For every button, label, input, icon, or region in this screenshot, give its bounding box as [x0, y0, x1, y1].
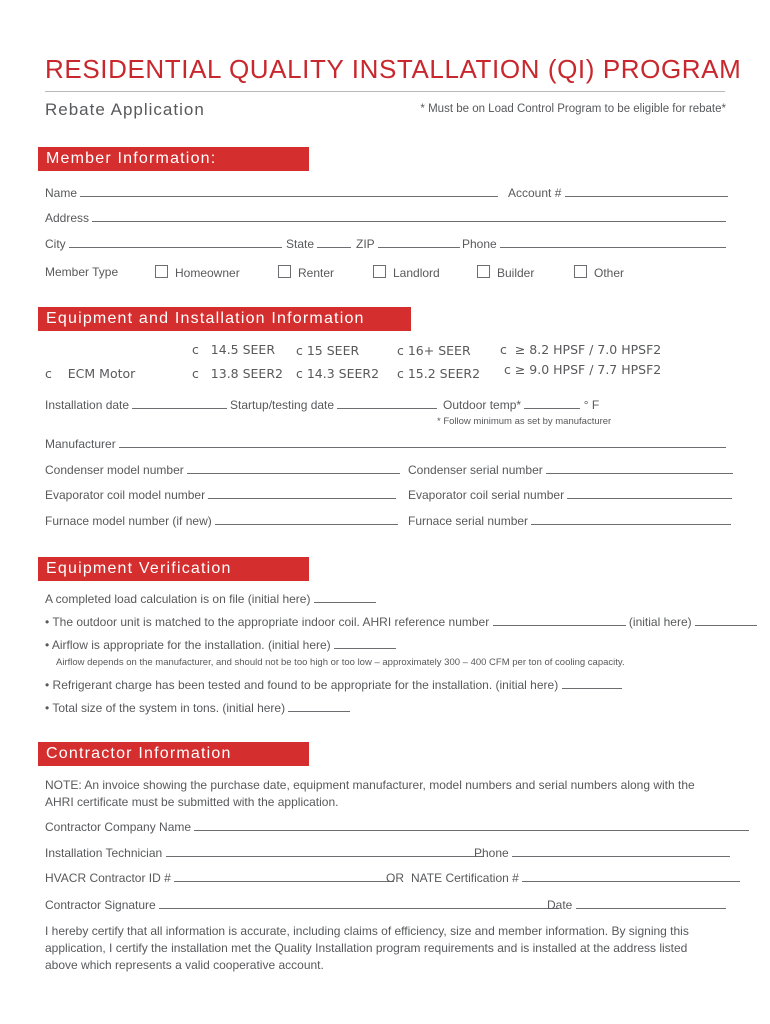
outdoor-match-initial-field[interactable] — [695, 615, 757, 626]
refrigerant-row — [45, 678, 622, 692]
degree-unit: ° F — [583, 398, 600, 412]
technician-field[interactable] — [166, 846, 484, 857]
outdoor-match-label: • The outdoor unit is matched to the appropriate indoor coil. AHRI reference number — [45, 615, 490, 629]
nate-label: NATE Certification # — [411, 871, 519, 885]
airflow-note: Airflow depends on the manufacturer, and should not be too high or too low – approximately 300 – 400 CFM per ton of cooling capacity. — [56, 657, 625, 668]
furnace-serial-field[interactable] — [531, 514, 731, 525]
total-size-label: • Total size of the system in tons. (initial here) — [45, 701, 286, 715]
condenser-model-label: Condenser model number — [45, 463, 184, 477]
city-field[interactable] — [69, 237, 282, 248]
page-subtitle: Rebate Application — [45, 100, 205, 119]
outdoor-match-row — [45, 615, 757, 629]
load-calc-initial-field[interactable] — [314, 592, 376, 603]
evap-model-field[interactable] — [208, 488, 396, 499]
install-date-field[interactable] — [132, 398, 227, 409]
condenser-serial-field[interactable] — [546, 463, 733, 474]
other-option[interactable]: Other — [574, 265, 624, 280]
landlord-option[interactable]: Landlord — [373, 265, 440, 280]
ahri-reference-field[interactable] — [493, 615, 626, 626]
name-label: Name — [45, 186, 78, 200]
technician-label: Installation Technician — [45, 846, 163, 860]
name-row — [45, 186, 498, 200]
member-phone-field[interactable] — [500, 237, 726, 248]
airflow-label: • Airflow is appropriate for the installation. (initial here) — [45, 638, 331, 652]
homeowner-option[interactable]: Homeowner — [155, 265, 240, 280]
startup-date-label: Startup/testing date — [230, 398, 335, 412]
zip-label: ZIP — [356, 237, 375, 251]
signature-row — [45, 898, 559, 912]
phone-row — [462, 237, 726, 251]
manufacturer-row — [45, 437, 726, 451]
contractor-phone-field[interactable] — [512, 846, 730, 857]
signature-label: Contractor Signature — [45, 898, 156, 912]
startup-date-row — [230, 398, 437, 412]
total-size-initial-field[interactable] — [288, 701, 350, 712]
nate-row — [411, 871, 740, 885]
hvacr-field[interactable] — [174, 871, 394, 882]
zip-field[interactable] — [378, 237, 460, 248]
contractor-phone-label: Phone — [474, 846, 509, 860]
city-label: City — [45, 237, 66, 251]
state-row — [286, 237, 351, 251]
contractor-note: NOTE: An invoice showing the purchase date, equipment manufacturer, model numbers and serial numbers along with the AHRI certificate must be submitted with the application. — [45, 778, 695, 809]
account-row — [508, 186, 728, 200]
member-type-label: Member Type — [45, 265, 119, 279]
renter-option[interactable]: Renter — [278, 265, 334, 280]
hvacr-label: HVACR Contractor ID # — [45, 871, 171, 885]
evap-serial-field[interactable] — [567, 488, 732, 499]
option-15-2-seer2[interactable]: c 15.2 SEER2 — [397, 366, 481, 381]
homeowner-checkbox[interactable] — [155, 265, 168, 278]
state-label: State — [286, 237, 315, 251]
follow-minimum-note: * Follow minimum as set by manufacturer — [437, 416, 612, 427]
renter-checkbox[interactable] — [278, 265, 291, 278]
refrigerant-initial-field[interactable] — [562, 678, 622, 689]
builder-option[interactable]: Builder — [477, 265, 534, 280]
option-9-0-hpsf[interactable]: c ≥ 9.0 HPSF / 7.7 HPSF2 — [504, 362, 662, 377]
airflow-initial-field[interactable] — [334, 638, 396, 649]
company-field[interactable] — [194, 820, 749, 831]
option-ecm-motor[interactable]: c ECM Motor — [45, 366, 136, 381]
evap-serial-row — [408, 488, 732, 502]
furnace-model-row — [45, 514, 398, 528]
date-row — [547, 898, 726, 912]
name-field[interactable] — [80, 186, 498, 197]
account-field[interactable] — [565, 186, 728, 197]
company-row — [45, 820, 749, 834]
install-date-row — [45, 398, 227, 412]
title-divider — [45, 91, 725, 92]
company-label: Contractor Company Name — [45, 820, 192, 834]
outdoor-temp-field[interactable] — [524, 398, 580, 409]
technician-row — [45, 846, 484, 860]
outdoor-match-initial-label: (initial here) — [628, 615, 692, 629]
landlord-checkbox[interactable] — [373, 265, 386, 278]
or-label: OR — [386, 871, 404, 885]
address-label: Address — [45, 211, 90, 225]
manufacturer-label: Manufacturer — [45, 437, 116, 451]
load-calc-row — [45, 592, 376, 606]
evap-model-row — [45, 488, 396, 502]
condenser-serial-label: Condenser serial number — [408, 463, 543, 477]
eligibility-note: * Must be on Load Control Program to be eligible for rebate* — [420, 103, 726, 115]
option-15-seer[interactable]: c 15 SEER — [296, 343, 360, 358]
member-phone-label: Phone — [462, 237, 497, 251]
condenser-model-row — [45, 463, 400, 477]
page-title: RESIDENTIAL QUALITY INSTALLATION (QI) PROGRAM — [45, 54, 742, 84]
startup-date-field[interactable] — [337, 398, 437, 409]
airflow-row — [45, 638, 396, 652]
nate-field[interactable] — [522, 871, 740, 882]
furnace-serial-row — [408, 514, 731, 528]
option-14-3-seer2[interactable]: c 14.3 SEER2 — [296, 366, 380, 381]
builder-checkbox[interactable] — [477, 265, 490, 278]
option-13-8-seer2[interactable]: c 13.8 SEER2 — [192, 366, 283, 381]
date-field[interactable] — [576, 898, 726, 909]
evap-model-label: Evaporator coil model number — [45, 488, 206, 502]
load-calc-label: A completed load calculation is on file (initial here) — [45, 592, 311, 606]
state-field[interactable] — [317, 237, 351, 248]
option-16-seer[interactable]: c 16+ SEER — [397, 343, 471, 358]
section-equipment-installation: Equipment and Installation Information — [38, 307, 411, 331]
condenser-serial-row — [408, 463, 733, 477]
outdoor-temp-label: Outdoor temp* — [443, 398, 522, 412]
outdoor-temp-row — [443, 398, 599, 412]
evap-serial-label: Evaporator coil serial number — [408, 488, 565, 502]
total-size-row — [45, 701, 350, 715]
certification-statement: I hereby certify that all information is accurate, including claims of efficiency, size and member information. By signing this application, I certify the installation met the Quality Installation program requirements and is installed at the address listed above which represents a valid cooperative account. — [45, 924, 689, 972]
hvacr-row — [45, 871, 394, 885]
furnace-model-label: Furnace model number (if new) — [45, 514, 212, 528]
manufacturer-field[interactable] — [119, 437, 726, 448]
city-row — [45, 237, 282, 251]
date-label: Date — [547, 898, 573, 912]
install-date-label: Installation date — [45, 398, 130, 412]
option-8-2-hpsf[interactable]: c ≥ 8.2 HPSF / 7.0 HPSF2 — [500, 342, 662, 357]
furnace-serial-label: Furnace serial number — [408, 514, 529, 528]
zip-row — [356, 237, 460, 251]
section-equipment-verification: Equipment Verification — [38, 557, 309, 581]
other-checkbox[interactable] — [574, 265, 587, 278]
address-row — [45, 211, 726, 225]
address-field[interactable] — [92, 211, 726, 222]
section-member-information: Member Information: — [38, 147, 309, 171]
refrigerant-label: • Refrigerant charge has been tested and found to be appropriate for the installation. (initial here) — [45, 678, 559, 692]
contractor-phone-row — [474, 846, 730, 860]
condenser-model-field[interactable] — [187, 463, 400, 474]
section-contractor-information: Contractor Information — [38, 742, 309, 766]
account-label: Account # — [508, 186, 562, 200]
signature-field[interactable] — [159, 898, 559, 909]
option-14-5-seer[interactable]: c 14.5 SEER — [192, 342, 276, 357]
furnace-model-field[interactable] — [215, 514, 398, 525]
